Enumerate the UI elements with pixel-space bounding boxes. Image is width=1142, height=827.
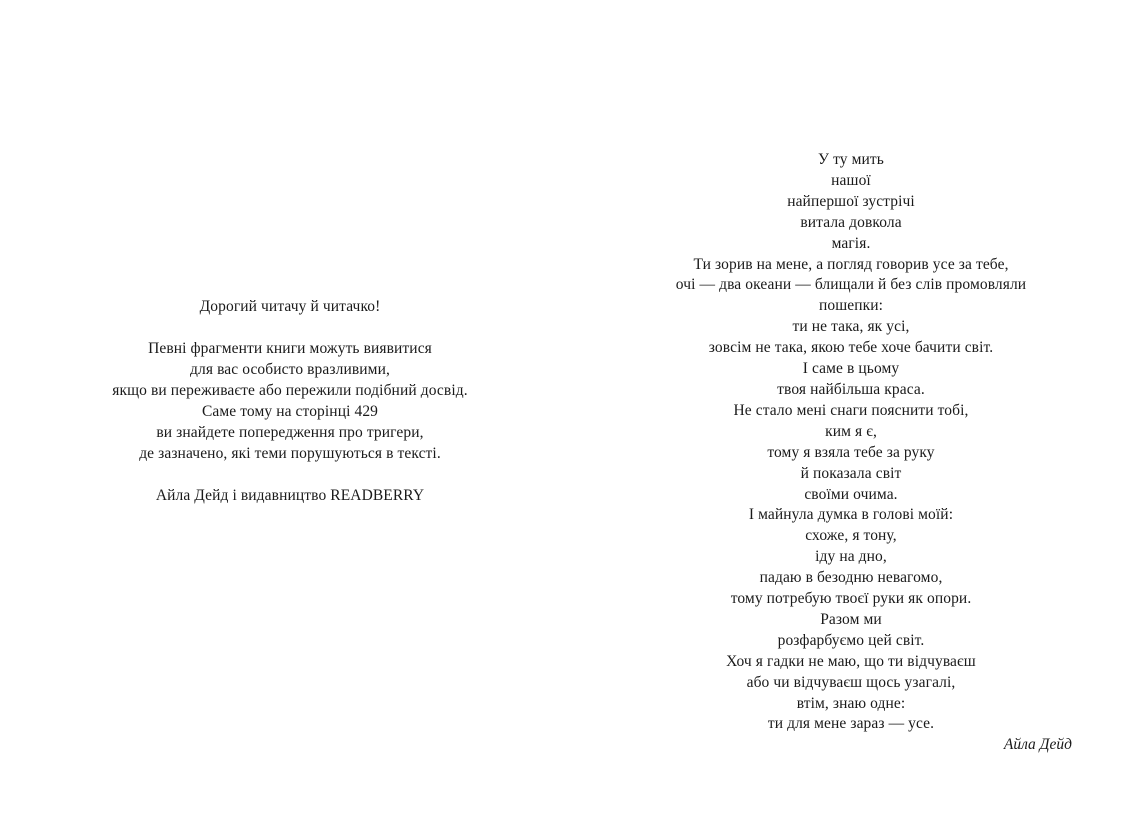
poem-line: ти для мене зараз — усе. — [767, 715, 935, 733]
poem-line: Ти зорив на мене, а погляд говорив усе за тебе, — [693, 255, 1009, 273]
poem-line: магія. — [831, 234, 871, 252]
poem — [631, 150, 1071, 735]
poem-line: найпершої зустрічі — [787, 192, 915, 210]
poem-signature: Айла Дейд — [1003, 736, 1072, 753]
poem-line: схоже, я тону, — [805, 527, 897, 545]
poem-line: іду на дно, — [815, 548, 887, 566]
poem-line: своїми очима. — [804, 485, 898, 503]
poem-line: Не стало мені снаги пояснити тобі, — [733, 401, 969, 419]
poem-line: Разом ми — [820, 610, 882, 628]
poem-line: витала довкола — [800, 213, 902, 231]
poem-line: й показала світ — [800, 464, 902, 482]
note-line: де зазначено, які теми порушуються в тексті. — [139, 445, 441, 462]
poem-line: пошепки: — [818, 297, 884, 315]
right-page — [571, 0, 1142, 827]
poem-line: ти не така, як усі, — [792, 318, 910, 336]
note-line: для вас особисто вразливими, — [190, 361, 390, 378]
poem-line: тому я взяла тебе за руку — [767, 443, 935, 461]
reader-note — [40, 296, 540, 506]
poem-line: ким я є, — [825, 422, 877, 440]
note-line: Саме тому на сторінці 429 — [201, 403, 379, 420]
poem-line: падаю в безодню невагомо, — [759, 569, 943, 587]
note-greeting: Дорогий читачу й читачко! — [199, 298, 381, 315]
poem-line: очі — два океани — блищали й без слів промовляли — [675, 276, 1027, 294]
poem-line: І майнула думка в голові моїй: — [748, 506, 954, 524]
poem-line: зовсім не така, якою тебе хоче бачити світ. — [708, 339, 994, 357]
note-line: якщо ви переживаєте або пережили подібний досвід. — [112, 382, 468, 399]
note-sign-off: Айла Дейд і видавництво READBERRY — [155, 487, 425, 504]
poem-line: втім, знаю одне: — [796, 694, 906, 712]
note-line: Певні фрагменти книги можуть виявитися — [148, 340, 432, 357]
spacer — [40, 464, 540, 485]
spacer — [40, 317, 540, 338]
poem-line: розфарбуємо цей світ. — [777, 631, 925, 649]
poem-line: нашої — [831, 171, 871, 189]
poem-line: твоя найбільша краса. — [777, 380, 925, 398]
note-line: ви знайдете попередження про тригери, — [156, 424, 424, 441]
poem-line: І саме в цьому — [802, 360, 900, 378]
poem-line: У ту мить — [818, 151, 884, 168]
poem-line: тому потребую твоєї руки як опори. — [730, 590, 972, 608]
poem-line: Хоч я гадки не маю, що ти відчуваєш — [726, 652, 976, 670]
poem-line: або чи відчуваєш щось узагалі, — [746, 673, 956, 691]
